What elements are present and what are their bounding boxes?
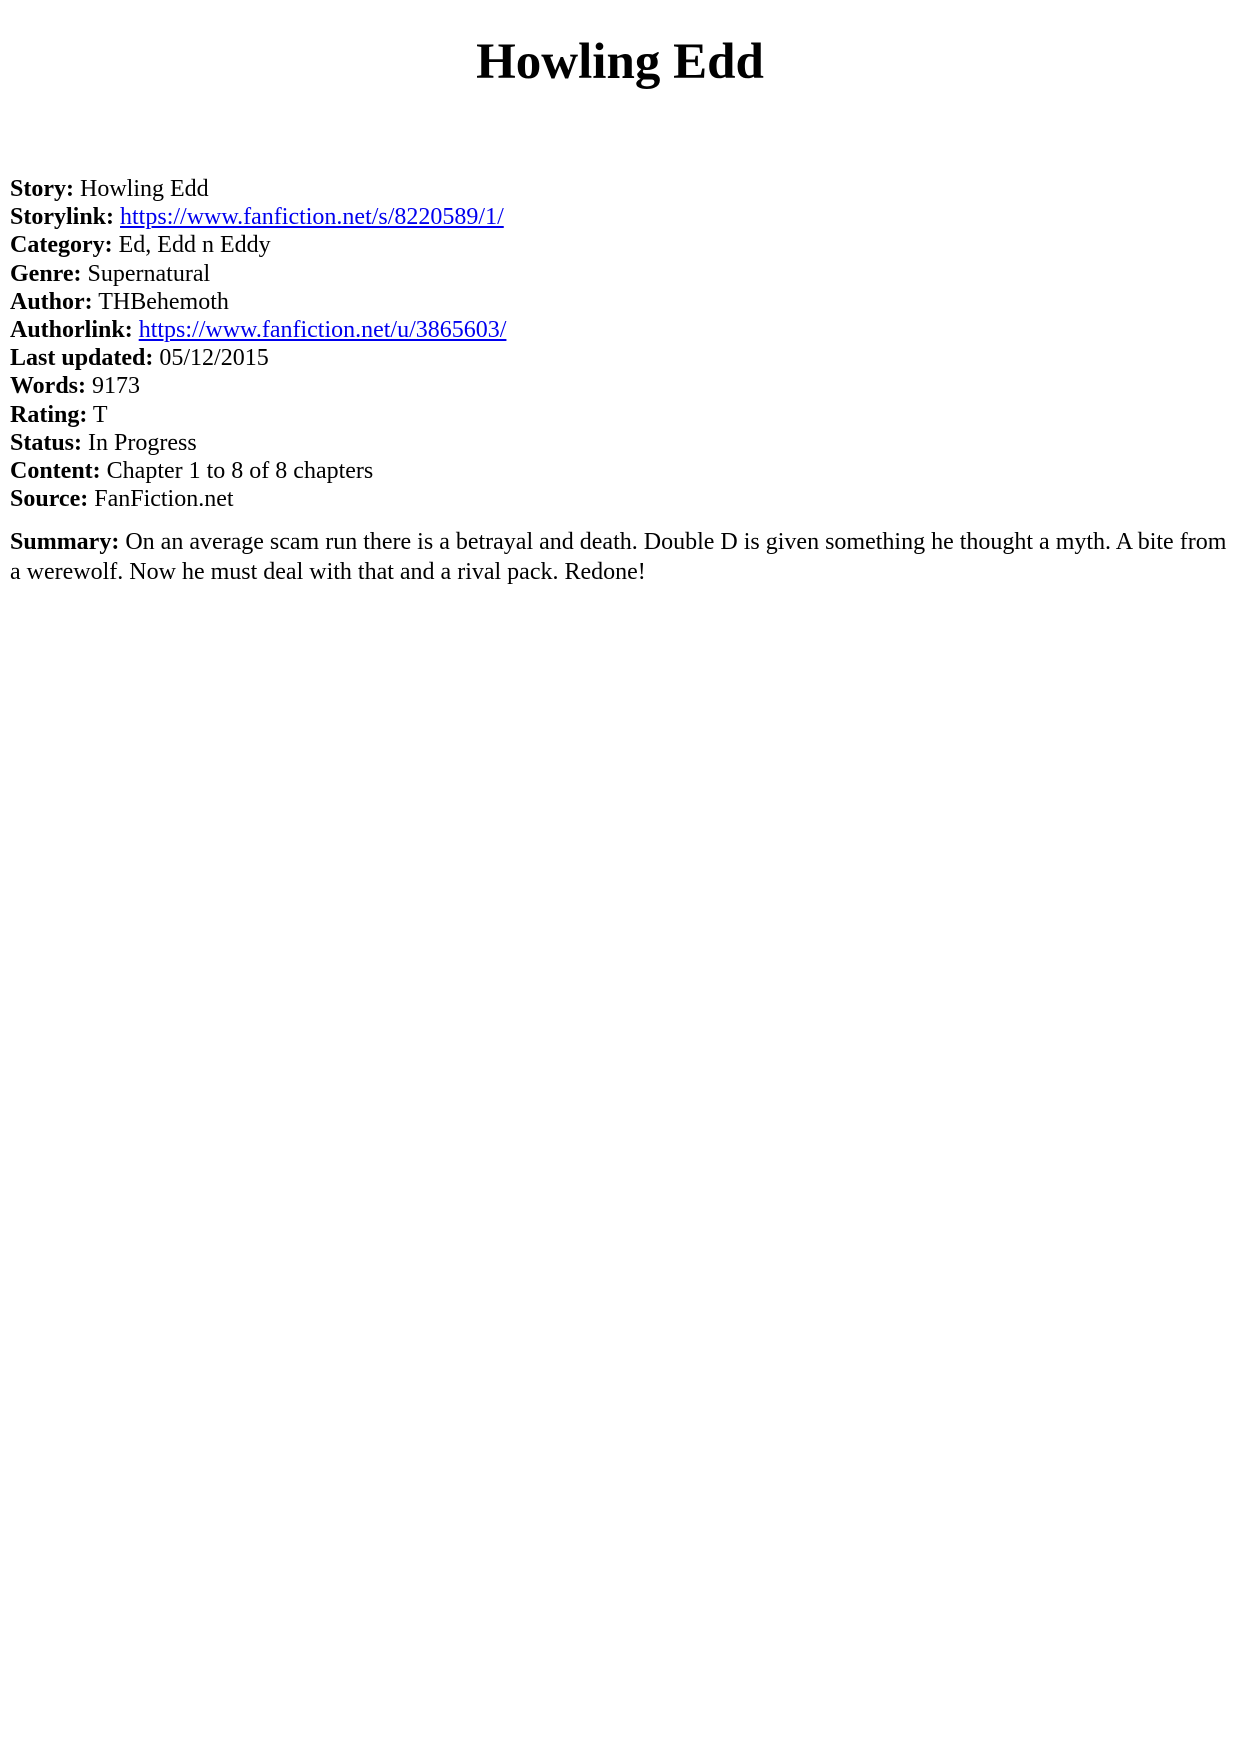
meta-label-genre: Genre: [10,260,82,287]
meta-row-genre [10,260,1230,288]
story-summary [10,527,1230,587]
meta-label-rating: Rating: [10,401,88,428]
meta-label-words: Words: [10,373,87,400]
meta-row-authorlink [10,316,1230,344]
authorlink-link[interactable]: https://www.fanfiction.net/u/3865603/ [138,317,507,344]
meta-row-status [10,429,1230,457]
storylink-link[interactable]: https://www.fanfiction.net/s/8220589/1/ [120,204,504,231]
meta-value-author: THBehemoth [98,288,229,315]
meta-row-source [10,485,1230,513]
meta-label-author: Author: [10,288,93,315]
page-title: Howling Edd [476,34,764,90]
meta-row-content [10,457,1230,485]
meta-row-last-updated [10,344,1230,372]
summary-label: Summary: [10,529,120,556]
meta-label-storylink: Storylink: [10,204,115,231]
summary-text: On an average scam run there is a betrayal and death. Double D is given something he thought a myth. A bite from a werewolf. Now he must deal with that and a rival pack. Redone! [10,529,1227,586]
meta-row-author [10,288,1230,316]
meta-row-category [10,231,1230,259]
meta-value-status: In Progress [88,429,197,456]
meta-value-genre: Supernatural [87,260,211,287]
meta-value-source: FanFiction.net [94,486,234,513]
meta-value-rating: T [92,401,108,428]
meta-value-words: 9173 [92,373,141,400]
meta-value-category: Ed, Edd n Eddy [118,232,271,259]
meta-label-source: Source: [10,486,89,513]
meta-value-content: Chapter 1 to 8 of 8 chapters [106,458,374,485]
meta-label-category: Category: [10,232,113,259]
meta-row-story [10,175,1230,203]
meta-value-story: Howling Edd [79,176,209,202]
meta-value-last-updated: 05/12/2015 [159,345,269,372]
meta-row-words [10,372,1230,400]
meta-label-story: Story: [10,176,74,202]
meta-label-authorlink: Authorlink: [10,317,133,344]
meta-label-last-updated: Last updated: [10,345,154,372]
story-metadata [10,175,1230,513]
meta-row-storylink [10,203,1230,231]
meta-label-status: Status: [10,429,83,456]
meta-row-rating [10,401,1230,429]
meta-label-content: Content: [10,458,101,485]
